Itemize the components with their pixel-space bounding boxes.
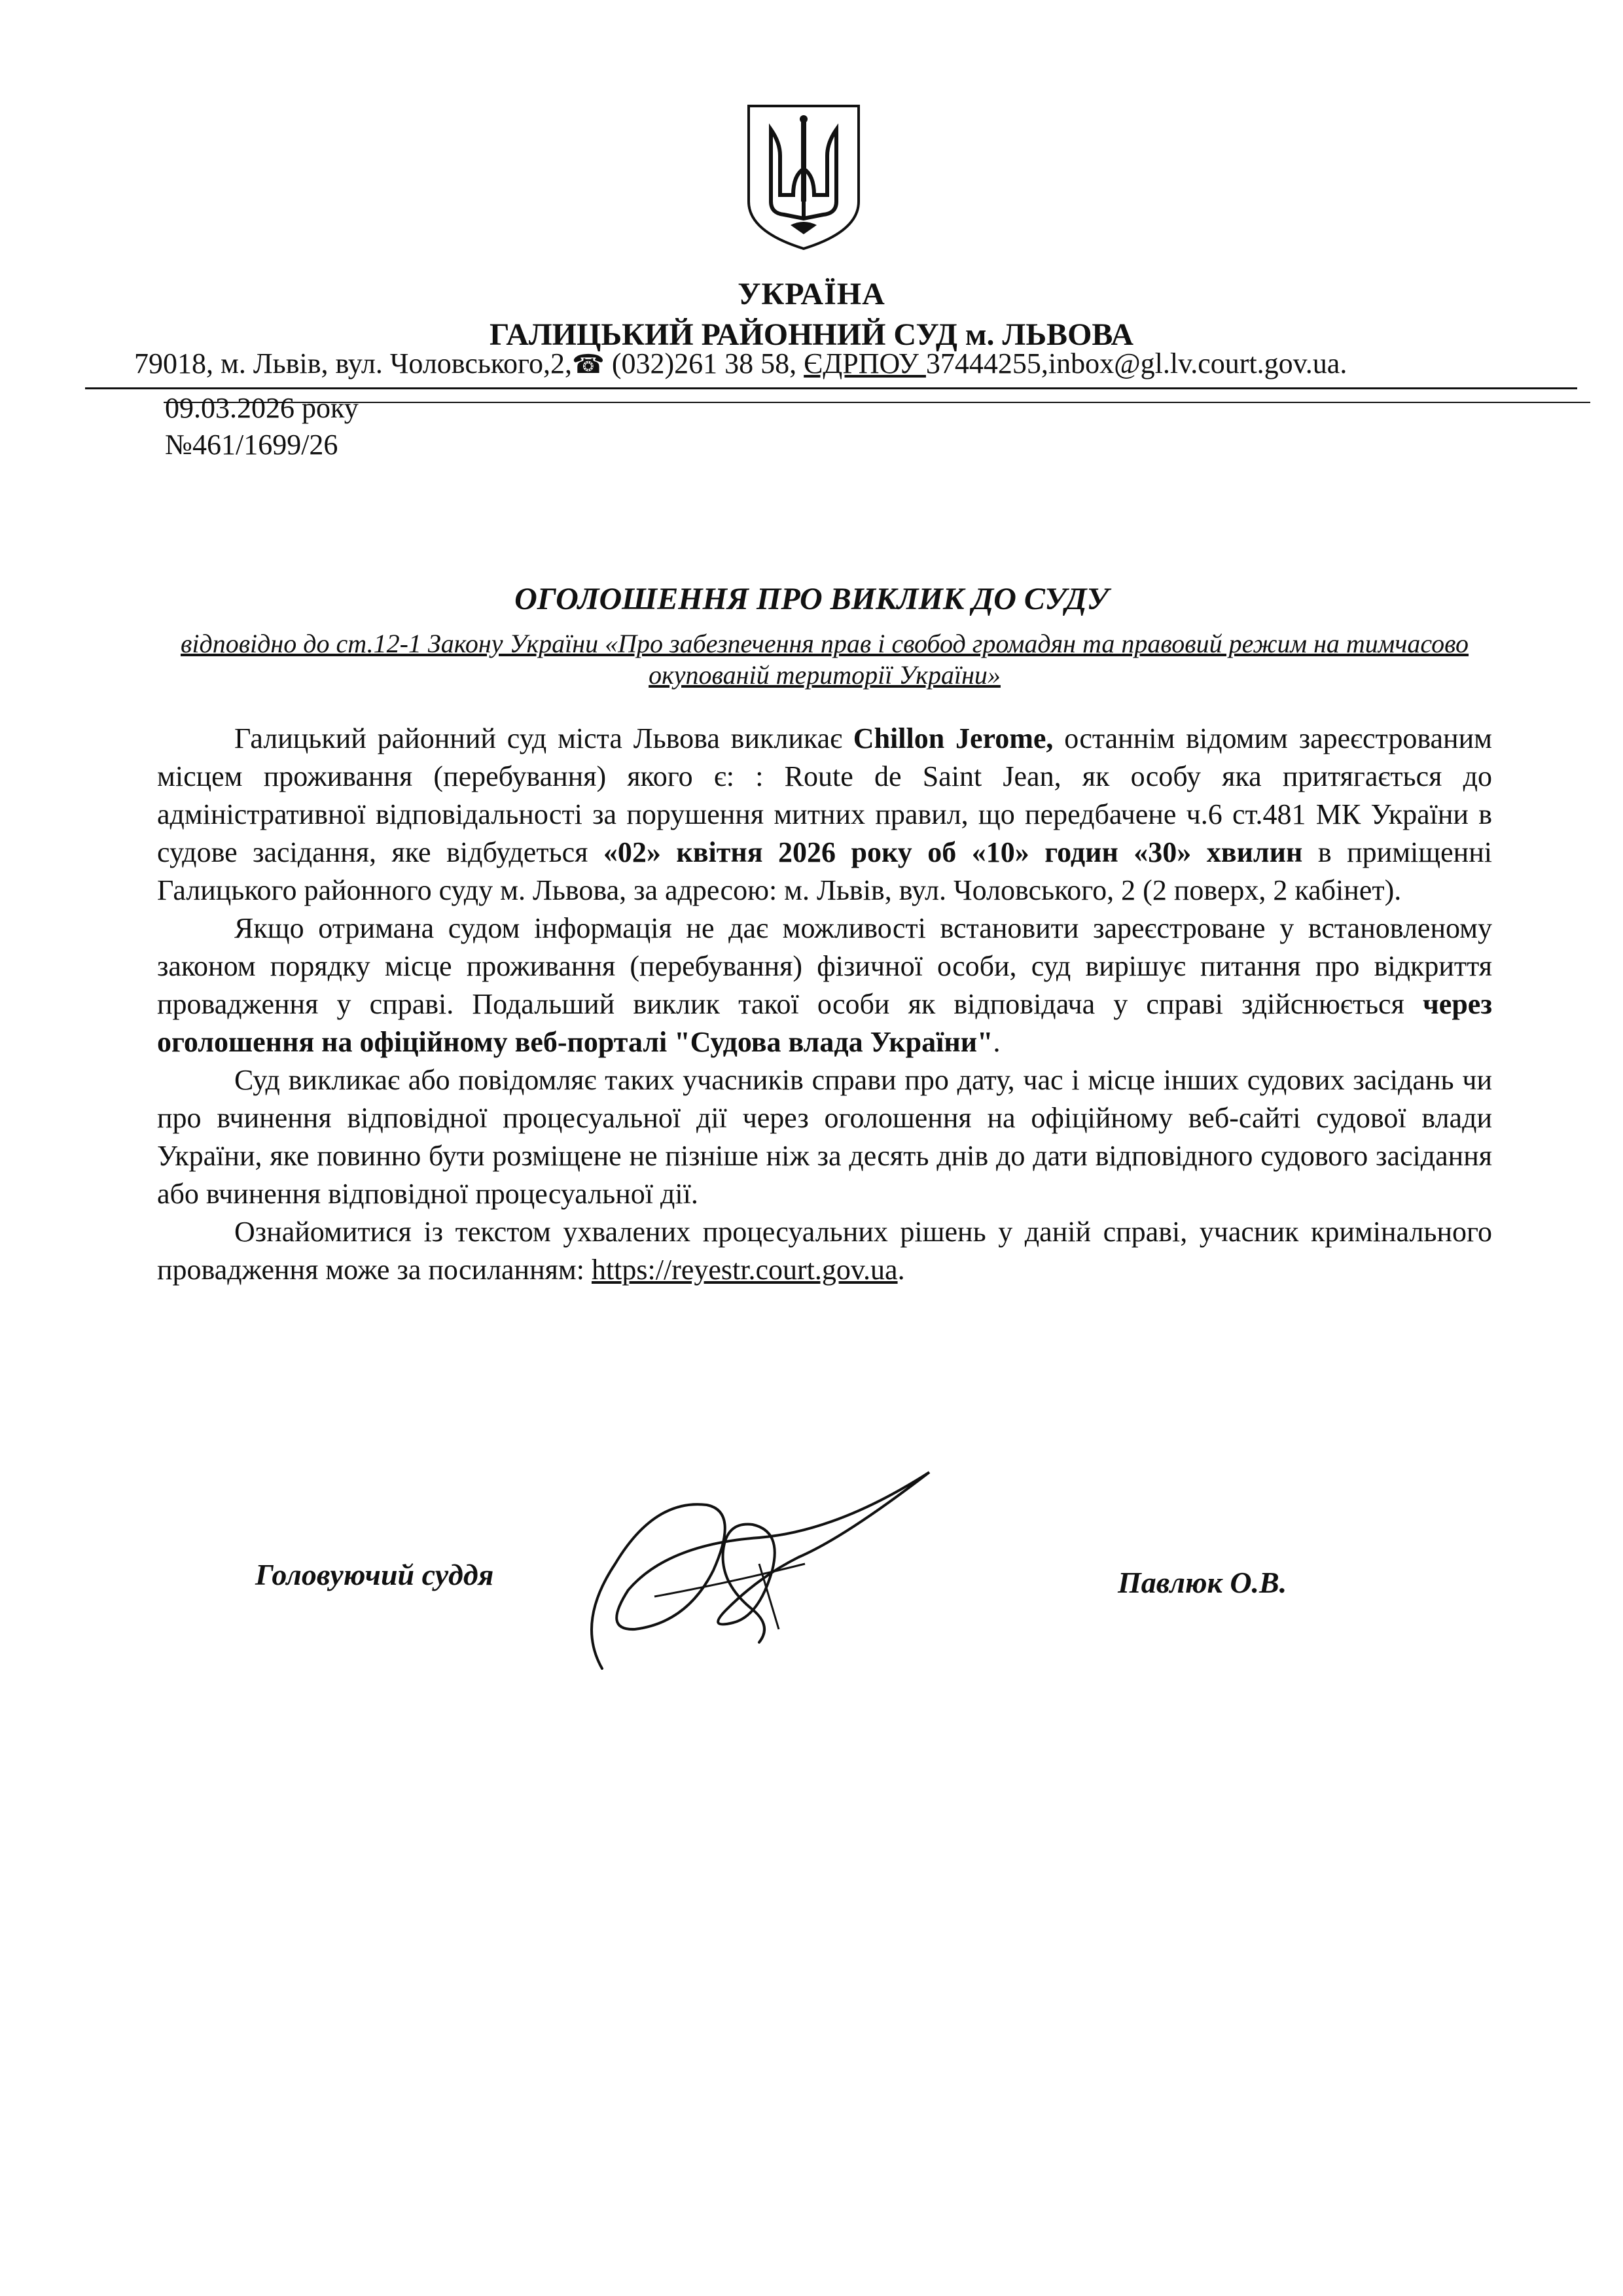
edrpou-label: ЄДРПОУ	[804, 347, 926, 380]
paragraph-summons	[157, 720, 1492, 910]
header-divider	[85, 387, 1577, 389]
notice-body	[157, 720, 1492, 1289]
defendant-name: Chillon Jerome,	[853, 722, 1054, 754]
hearing-datetime: «02» квітня 2026 року об «10» годин «30» хвилин	[603, 836, 1303, 868]
document-number: №461/1699/26	[165, 429, 338, 461]
country-heading: УКРАЇНА	[738, 277, 885, 311]
p1-text-a: Галицький районний суд міста Львова викликає	[234, 722, 853, 754]
paragraph-address-info	[157, 910, 1492, 1061]
signatory-name: Павлюк О.В.	[1118, 1566, 1287, 1599]
p1-text-c: в приміщенні Галицького районного суду м. Львова, за адресою: м. Львів, вул. Чоловського, 2 (2 поверх, 2 кабінет).	[157, 836, 1492, 906]
p1-text-b: останнім відомим зареєстрованим місцем проживання (перебування) якого є: : Route de Saint Jean, як особу яка притягається до адміністративної відповідальності за порушення митних правил, що передбачене ч.6 ст.481 МК України в судове засідання, яке відбудеться	[157, 722, 1492, 868]
coat-of-arms-icon	[745, 103, 863, 251]
p4-text-c: .	[897, 1254, 905, 1286]
p2-text-c: .	[993, 1026, 1001, 1058]
court-edrpou-email: 37444255,inbox@gl.lv.court.gov.ua.	[925, 347, 1347, 380]
notice-title: ОГОЛОШЕННЯ ПРО ВИКЛИК ДО СУДУ	[514, 582, 1109, 616]
header-divider-secondary	[164, 402, 1590, 403]
paragraph-notification: Суд викликає або повідомляє таких учасників справи про дату, час і місце інших судових засідань чи про вчинення відповідної процесуальної дії через оголошення на офіційному веб-сайті судової влади України, яке повинно бути розміщене не пізніше ніж за десять днів до дати відповідного судового засідання або вчинення відповідної процесуальної дії.	[157, 1064, 1492, 1210]
telephone-icon: ☎	[572, 349, 605, 379]
court-phone: (032)261 38 58,	[604, 347, 804, 380]
registry-link[interactable]: https://reyestr.court.gov.ua	[591, 1254, 898, 1286]
p2-portal-notice: через оголошення на офіційному веб-порталі "Судова влада України"	[157, 988, 1492, 1058]
handwritten-signature	[563, 1459, 955, 1682]
document-date: 09.03.2026 року	[165, 392, 359, 424]
paragraph-registry	[157, 1213, 1492, 1289]
p4-text-a: Ознайомитися із текстом ухвалених процесуальних рішень у даній справі, учасник кримінального провадження може за посиланням:	[157, 1216, 1492, 1286]
p2-text-a: Якщо отримана судом інформація не дає можливості встановити зареєстроване у встановленому законом порядку місце проживання (перебування) фізичної особи, суд вирішує питання про відкриття провадження у справі. Подальший виклик такої особи як відповідача у справі здійснюється	[157, 912, 1492, 1020]
court-address: 79018, м. Львів, вул. Чоловського,2,	[134, 347, 573, 380]
court-name-heading: ГАЛИЦЬКИЙ РАЙОННИЙ СУД м. ЛЬВОВА	[489, 317, 1134, 352]
signatory-role: Головуючий суддя	[255, 1558, 494, 1591]
court-contacts	[134, 347, 1347, 380]
notice-subtitle: відповідно до ст.12-1 Закону України «Про забезпечення прав і свобод громадян та правовий режим на тимчасово окупованій території України»	[180, 629, 1469, 690]
